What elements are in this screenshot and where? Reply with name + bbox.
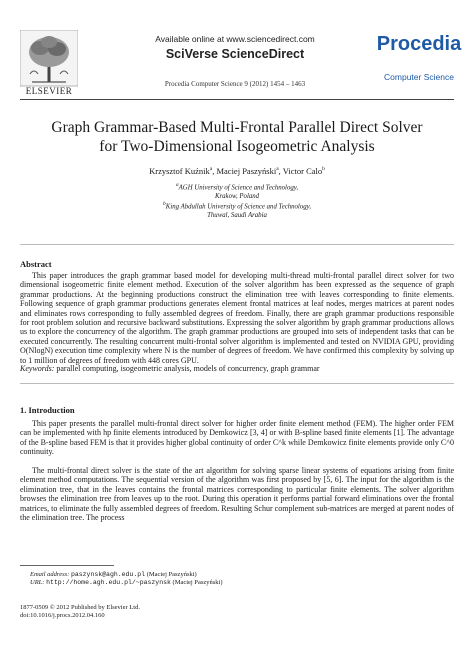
abstract-bottom-rule	[20, 383, 454, 384]
title-line-1: Graph Grammar-Based Multi-Frontal Parallel Direct Solver	[51, 119, 423, 136]
affiliation-b-line-1: King Abdullah University of Science and Technology,	[165, 203, 311, 211]
email-label: Email address:	[30, 571, 70, 578]
affiliation-b: $^b$King Abdullah University of Science and Technology, Thuwal, Saudi Arabia	[163, 201, 311, 219]
copyright-block	[20, 604, 140, 620]
keywords-line	[20, 364, 454, 373]
homepage-link[interactable]: http://home.agh.edu.pl/~paszynsk	[46, 579, 171, 586]
footnote-url	[30, 579, 223, 586]
author-2: Maciej Paszyński	[216, 166, 277, 176]
header-divider	[20, 99, 454, 100]
affiliation-a: $^a$AGH University of Science and Technology, Krakow, Poland	[175, 182, 299, 200]
paper-title	[20, 118, 454, 156]
intro-paragraph-2: The multi-frontal direct solver is the state of the art algorithm for solving sparse linear systems of equations arising from finite element method computations. The sequential version of the algorithm was first proposed by [5, 6]. The input for the algorithm is the elimination tree, that in the leaves contains the frontal matrices corresponding to particular finite elements. The solver algorithm browses the elimination tree from leaves up to the root. During this operation it performs partial forward eliminations over the frontal matrices, to eliminate the fully assembled degrees of freedom. Resulting Schur complement sub-matrices are merged at parent nodes of the elimination tree. The process	[20, 466, 454, 523]
affiliation-a-line-2: Krakow, Poland	[214, 192, 260, 200]
url-label: URL:	[30, 579, 45, 586]
available-online-text: Available online at www.sciencedirect.com	[155, 34, 315, 44]
footnote-email	[30, 571, 197, 578]
keywords-label: Keywords:	[20, 364, 55, 373]
email-link[interactable]: paszynsk@agh.edu.pl	[70, 571, 146, 578]
abstract-top-rule	[20, 244, 454, 245]
procedia-logo: Procedia	[376, 33, 462, 55]
email-owner: (Maciej Paszyński)	[146, 571, 197, 578]
publisher-name: ELSEVIER	[25, 86, 73, 96]
copyright-line: 1877-0509 © 2012 Published by Elsevier Ltd.	[20, 604, 140, 611]
section-heading-introduction: 1. Introduction	[20, 405, 75, 415]
abstract-text: This paper introduces the graph grammar based model for developing multi-thread multi-frontal parallel direct solver for two dimensional isogeometric finite element method. Execution of the solver algorithm has been expressed as the sequence of graph grammar productions. At the beginning productions construct the elimination tree with leaves corresponding to finite elements. Following sequence of graph grammar productions generates element frontal matrices at leaf nodes, merges matrices at parent nodes and eliminates rows corresponding to fully assembled degrees of freedom. Finally, there are graph grammar productions responsible for root problem solution and recursive backward substitutions. Expressing the solver algorithm by graph grammar productions allows us to explore the concurrency of the algorithm. The graph grammar productions are grouped into sets of independent tasks that can be executed concurrently. The resulting concurrent multi-frontal solver algorithm is implemented and tested on NVIDIA GPU, providing O(NlogN) execution time complexity where N is the number of degrees of freedom. We have confirmed this complexity by solving up to 1 million of degrees of freedom with 448 cores GPU.	[20, 271, 454, 365]
journal-citation: Procedia Computer Science 9 (2012) 1454 – 1463	[164, 80, 306, 88]
affiliation-a-line-1: AGH University of Science and Technology,	[178, 184, 299, 192]
intro-paragraph-1: This paper presents the parallel multi-frontal direct solver for higher order finite element method (FEM). The higher order FEM can be implemented with hp finite elements introduced by Demkowicz [3, 4] or with B-spline based finite elements [1]. The advantage of the B-spline based FEM is that it provides higher global continuity of order C^k while Demkowicz finite elements provide only C^0 continuity.	[20, 419, 454, 457]
footnote-rule	[20, 565, 114, 566]
author-3: Victor Calo	[282, 166, 323, 176]
keywords-list: parallel computing, isogeometric analysis, models of concurrency, graph grammar	[56, 364, 320, 373]
url-owner: (Maciej Paszyński)	[172, 579, 223, 586]
author-1: Krzysztof Kuźnik	[149, 166, 210, 176]
abstract-heading: Abstract	[20, 259, 52, 269]
affiliation-b-line-2: Thuwal, Saudi Arabia	[207, 211, 267, 219]
title-line-2: for Two-Dimensional Isogeometric Analysis	[99, 138, 375, 155]
doi-line[interactable]: doi:10.1016/j.procs.2012.04.160	[20, 612, 105, 619]
sciverse-logo-text: SciVerse ScienceDirect	[165, 47, 305, 61]
author-list: Krzysztof Kuźnik$^a$, Maciej Paszyński$^a$, Victor Calo$^b$	[149, 166, 325, 176]
procedia-subtitle: Computer Science	[384, 72, 454, 82]
